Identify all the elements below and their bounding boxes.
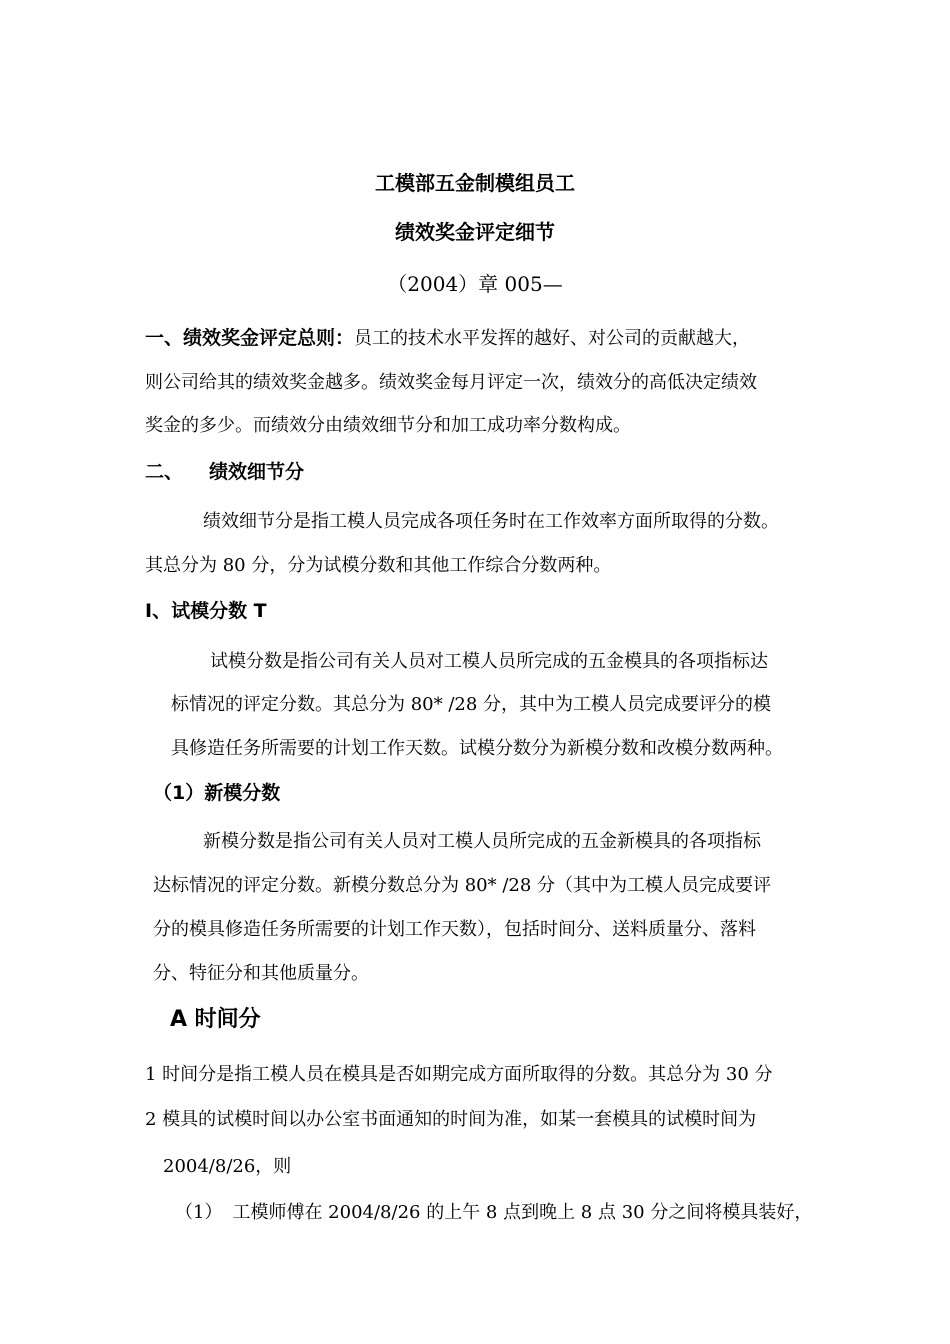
section1-first-line xyxy=(145,326,750,351)
sectionI-line3: 具修造任务所需要的计划工作天数。试模分数分为新模分数和改模分数两种。 xyxy=(171,738,783,759)
section2-heading-row xyxy=(145,460,304,484)
sectionI-line1: 试模分数是指公司有关人员对工模人员所完成的五金模具的各项指标达 xyxy=(210,651,768,672)
section1-heading: 一、绩效奖金评定总则： xyxy=(145,327,355,349)
section2-number: 二、 xyxy=(145,461,184,483)
sectionI-line2: 标情况的评定分数。其总分为 80* /28 分，其中为工模人员完成要评分的模 xyxy=(171,694,772,715)
doc-number: （2004）章 005— xyxy=(387,272,563,296)
sub1-heading: （1）新模分数 xyxy=(153,782,281,804)
sub1-line2: 达标情况的评定分数。新模分数总分为 80* /28 分（其中为工模人员完成要评 xyxy=(153,875,772,896)
section2-heading: 绩效细节分 xyxy=(209,461,305,483)
doc-title-line1: 工模部五金制模组员工 xyxy=(375,171,575,195)
section2-line2: 其总分为 80 分，分为试模分数和其他工作综合分数两种。 xyxy=(145,555,612,576)
section1-text: 员工的技术水平发挥的越好、对公司的贡献越大， xyxy=(354,328,751,349)
sub1-line3: 分的模具修造任务所需要的计划工作天数），包括时间分、送料质量分、落料 xyxy=(153,919,756,940)
section1-line3: 奖金的多少。而绩效分由绩效细节分和加工成功率分数构成。 xyxy=(145,415,631,436)
sub1-line4: 分、特征分和其他质量分。 xyxy=(153,963,369,984)
subA-item1: 1 时间分是指工模人员在模具是否如期完成方面所取得的分数。其总分为 30 分 xyxy=(145,1064,773,1085)
subA-item3-text: 工模师傅在 2004/8/26 的上午 8 点到晚上 8 点 30 分之间将模具装好， xyxy=(232,1202,813,1223)
subA-item2-cont: 2004/8/26，则 xyxy=(163,1156,292,1177)
doc-title-line2: 绩效奖金评定细节 xyxy=(395,220,555,244)
section1-line2: 则公司给其的绩效奖金越多。绩效奖金每月评定一次，绩效分的高低决定绩效 xyxy=(145,372,757,393)
sectionI-heading: I、试模分数 T xyxy=(145,600,267,622)
subA-item3-row xyxy=(175,1201,812,1225)
sub1-line1: 新模分数是指公司有关人员对工模人员所完成的五金新模具的各项指标 xyxy=(203,831,761,852)
section2-line1: 绩效细节分是指工模人员完成各项任务时在工作效率方面所取得的分数。 xyxy=(203,511,779,532)
subA-heading: A 时间分 xyxy=(170,1007,261,1032)
subA-item2: 2 模具的试模时间以办公室书面通知的时间为准，如某一套模具的试模时间为 xyxy=(145,1109,757,1130)
subA-item3-number: （1） xyxy=(175,1202,223,1223)
